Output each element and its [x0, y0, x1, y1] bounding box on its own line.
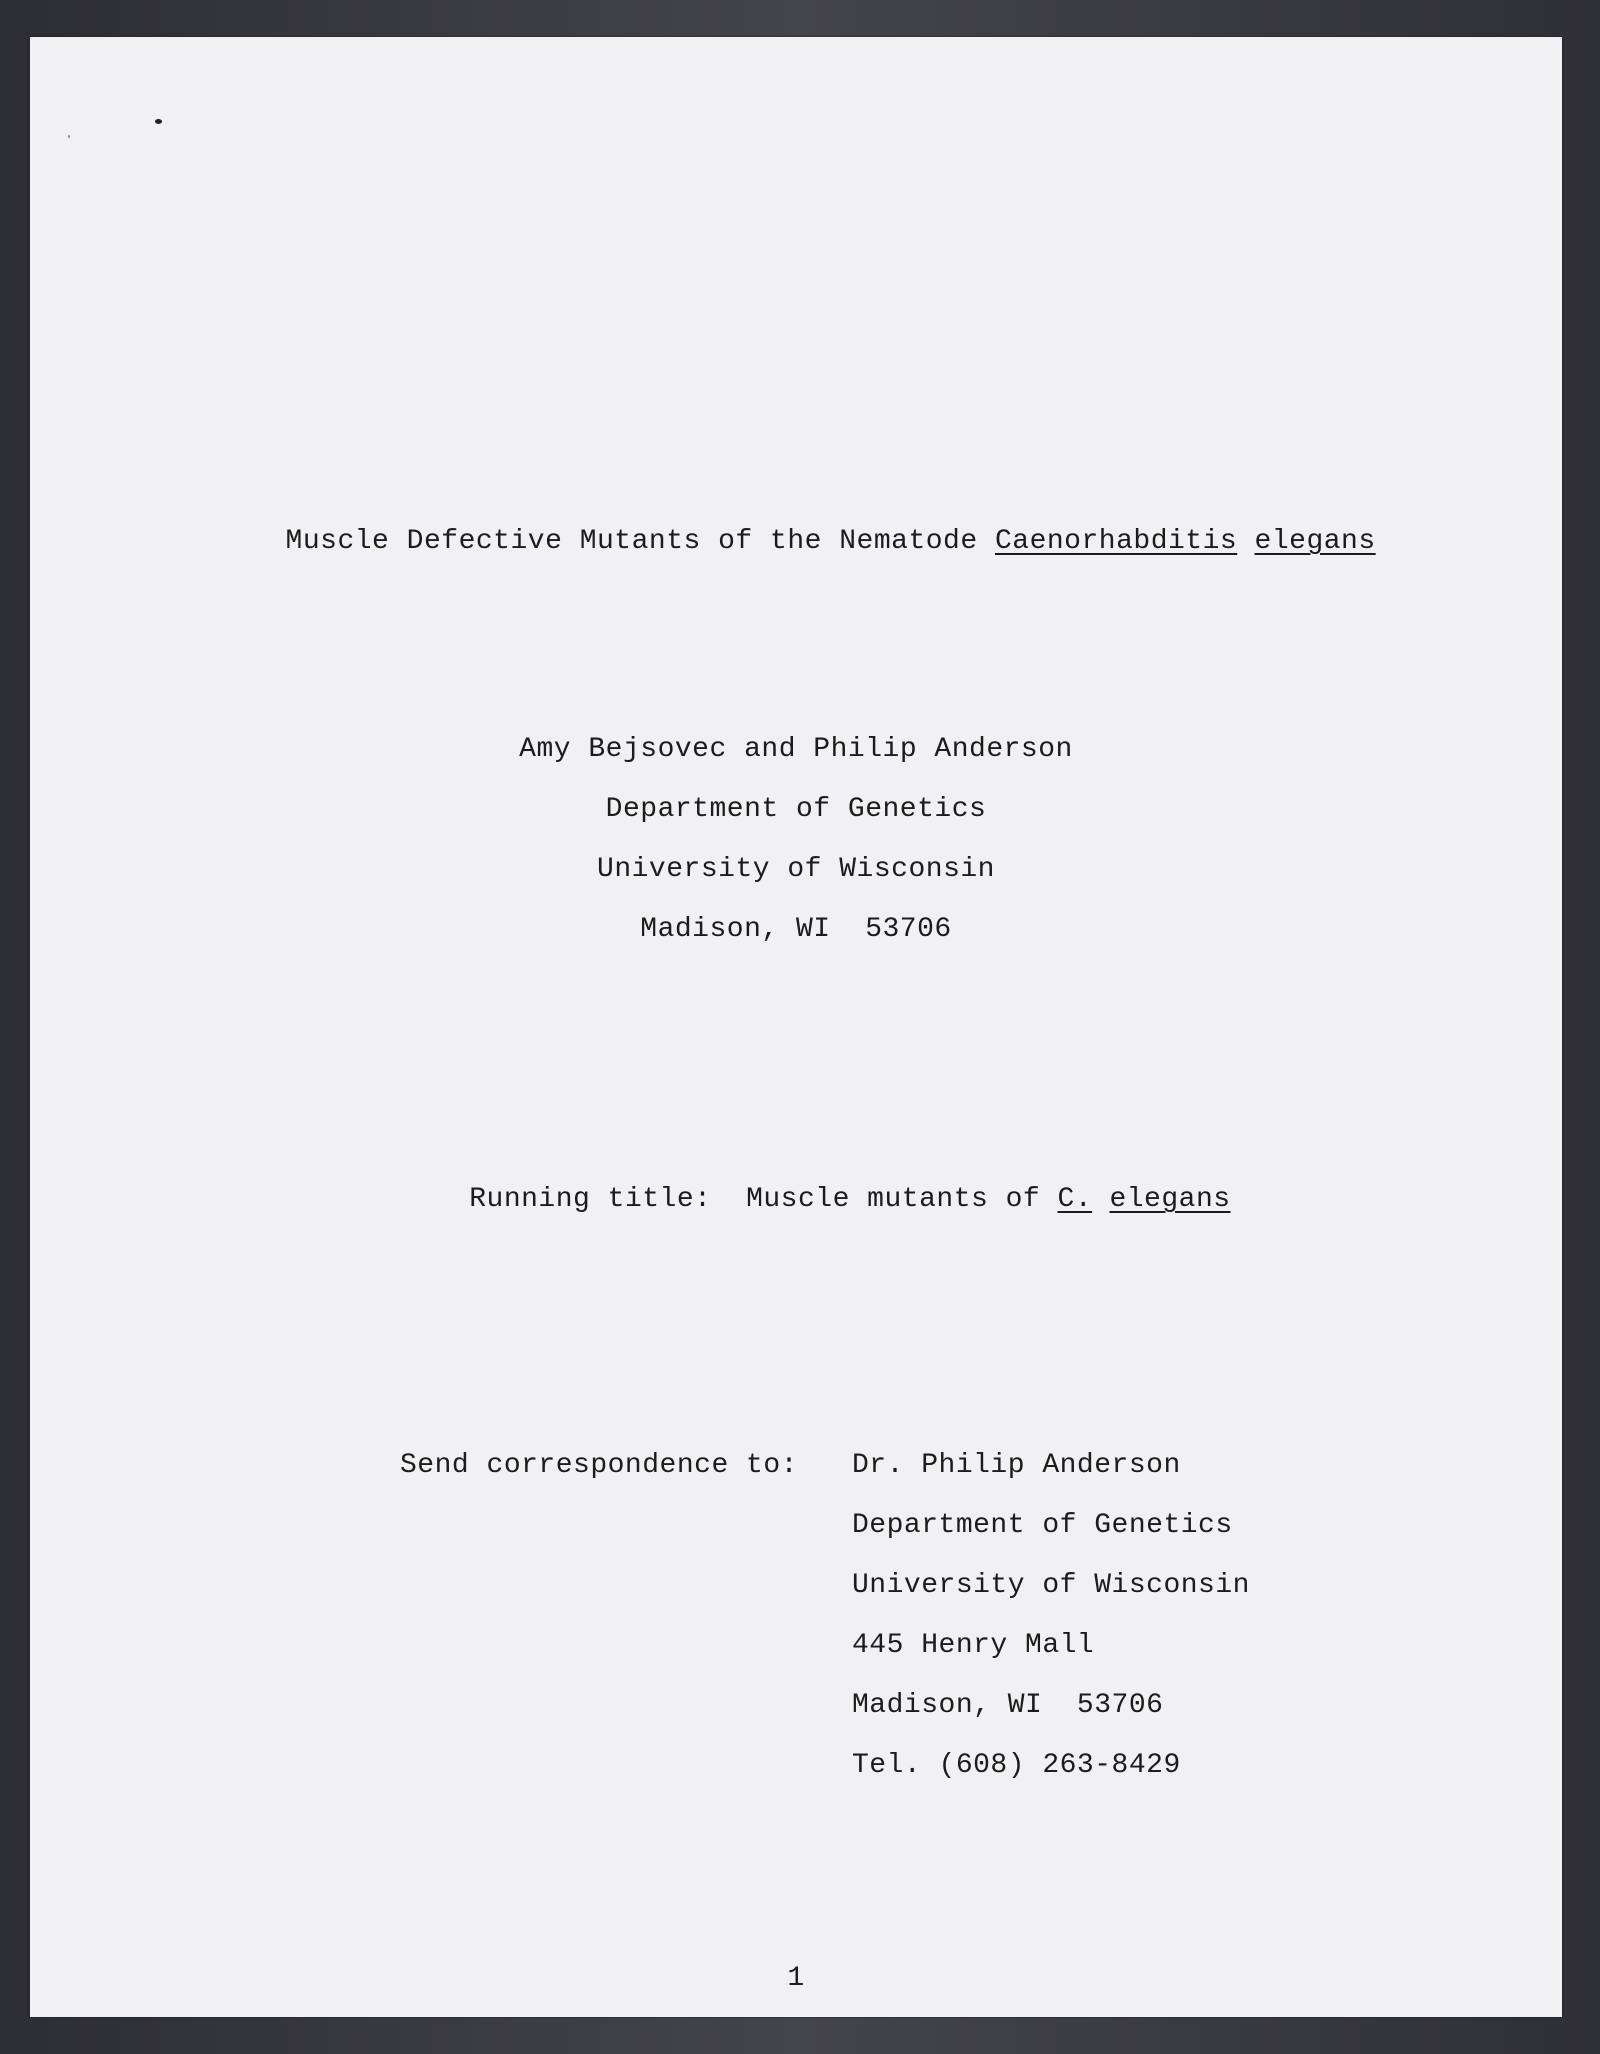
author-university: University of Wisconsin: [597, 854, 995, 885]
correspondence-city: Madison, WI 53706: [852, 1690, 1164, 1721]
author-city: Madison, WI 53706: [640, 914, 952, 945]
correspondence-university: University of Wisconsin: [852, 1570, 1250, 1601]
correspondence-phone: Tel. (608) 263-8429: [852, 1750, 1181, 1781]
document-page: [30, 37, 1562, 2017]
title-genus: Caenorhabditis: [994, 526, 1238, 557]
title-text: Muscle Defective Mutants of the Nematode: [285, 526, 995, 557]
ink-speck: [68, 135, 70, 138]
correspondence-name: Dr. Philip Anderson: [852, 1450, 1181, 1481]
correspondence-street: 445 Henry Mall: [852, 1630, 1095, 1661]
document-title: [30, 494, 1562, 590]
correspondence-label: Send correspondence to:: [400, 1450, 798, 1481]
page-number: 1: [787, 1963, 805, 1994]
running-title-text: Running title: Muscle mutants of: [469, 1184, 1058, 1215]
ink-speck: [155, 119, 162, 124]
author-department: Department of Genetics: [605, 794, 987, 825]
running-title-species: elegans: [1109, 1184, 1231, 1215]
running-title-genus: C.: [1057, 1184, 1093, 1215]
author-names: Amy Bejsovec and Philip Anderson: [519, 734, 1073, 765]
title-species: elegans: [1254, 526, 1376, 557]
correspondence-department: Department of Genetics: [852, 1510, 1233, 1541]
running-title: [400, 1152, 1231, 1248]
